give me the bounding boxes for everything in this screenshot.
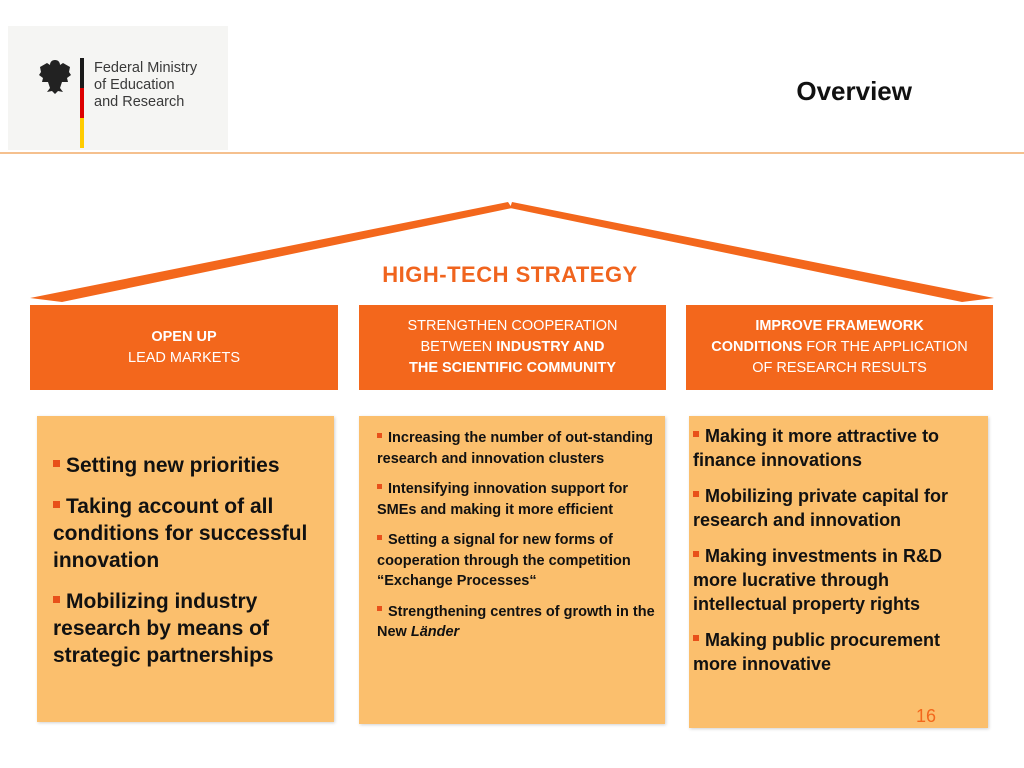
ministry-logo — [8, 26, 228, 150]
flag-red — [80, 88, 84, 118]
pillar-line — [711, 337, 967, 358]
list-item — [53, 588, 326, 669]
pillar-lead-markets — [30, 305, 338, 390]
bullet-square-icon — [693, 551, 699, 557]
bullet-square-icon — [53, 596, 60, 603]
pillar-framework — [686, 305, 993, 390]
list-item — [693, 544, 980, 616]
list-item — [693, 484, 980, 532]
list-item-text: Setting new priorities — [66, 454, 280, 477]
list-item-text: Intensifying innovation support for SMEs and making it more efficient — [377, 481, 629, 518]
list-item — [377, 602, 657, 643]
page-number: 16 — [915, 706, 937, 726]
bullet-square-icon — [693, 431, 699, 437]
list-item-text: Mobilizing private capital for research and innovation — [693, 486, 949, 530]
header-divider — [0, 152, 1024, 154]
pillar-text-bold: CONDITIONS — [711, 339, 803, 355]
bullet-square-icon — [693, 491, 699, 497]
list-item — [377, 479, 657, 520]
pillar-text: BETWEEN — [420, 339, 497, 355]
list-item-italic: Länder — [410, 624, 460, 640]
pillar-line — [421, 337, 605, 358]
list-item-text: Mobilizing industry research by means of strategic partnerships — [53, 590, 274, 667]
list-item — [53, 493, 326, 574]
list-item-text: Increasing the number of out-standing research and innovation clusters — [377, 430, 654, 467]
pillar-text-bold: INDUSTRY AND — [496, 339, 605, 355]
column-box-framework — [689, 416, 988, 728]
pillar-line: LEAD MARKETS — [128, 349, 240, 366]
list-item — [377, 530, 657, 592]
bullet-square-icon — [377, 484, 382, 489]
pillar-line: STRENGTHEN COOPERATION — [407, 318, 618, 334]
list-item-text: Taking account of all conditions for successful innovation — [53, 495, 308, 572]
ministry-line: Federal Ministry — [94, 60, 198, 76]
list-item-text: Making investments in R&D more lucrative through intellectual property rights — [693, 546, 943, 614]
bullet-list — [53, 452, 326, 669]
bullet-square-icon — [53, 460, 60, 467]
strategy-title: HIGH-TECH STRATEGY — [382, 262, 638, 287]
list-item — [693, 424, 980, 472]
bullet-square-icon — [53, 501, 60, 508]
pillar-line: THE SCIENTIFIC COMMUNITY — [408, 360, 617, 376]
page-title: Overview — [796, 76, 912, 106]
list-item — [377, 428, 657, 469]
pillar-line: IMPROVE FRAMEWORK — [755, 318, 924, 334]
column-box-cooperation — [359, 416, 665, 724]
bullet-list — [377, 428, 657, 643]
pillar-line: OPEN UP — [151, 328, 217, 345]
list-item-text: Making public procurement more innovative — [693, 630, 941, 674]
bullet-list — [693, 424, 980, 676]
list-item-text: Setting a signal for new forms of cooperation through the competition “Exchange Processes“ — [377, 532, 631, 589]
list-item — [53, 452, 326, 479]
flag-black — [80, 58, 84, 88]
federal-eagle-icon — [38, 58, 72, 94]
german-flag-stripe — [80, 58, 84, 148]
bullet-square-icon — [693, 635, 699, 641]
bullet-square-icon — [377, 535, 382, 540]
bullet-square-icon — [377, 606, 382, 611]
ministry-name — [94, 60, 234, 111]
list-item-text: Strengthening centres of growth in the New — [377, 603, 655, 640]
pillar-cooperation — [359, 305, 666, 390]
pillar-line: OF RESEARCH RESULTS — [752, 360, 927, 376]
ministry-line: of Education — [94, 77, 175, 93]
bullet-square-icon — [377, 433, 382, 438]
roof-graphic — [0, 198, 1024, 310]
ministry-line: and Research — [94, 94, 185, 110]
pillar-text: FOR THE APPLICATION — [802, 339, 968, 355]
list-item — [693, 628, 980, 676]
flag-gold — [80, 118, 84, 148]
list-item-text: Making it more attractive to finance innovations — [693, 426, 940, 470]
column-box-lead-markets — [37, 416, 334, 722]
